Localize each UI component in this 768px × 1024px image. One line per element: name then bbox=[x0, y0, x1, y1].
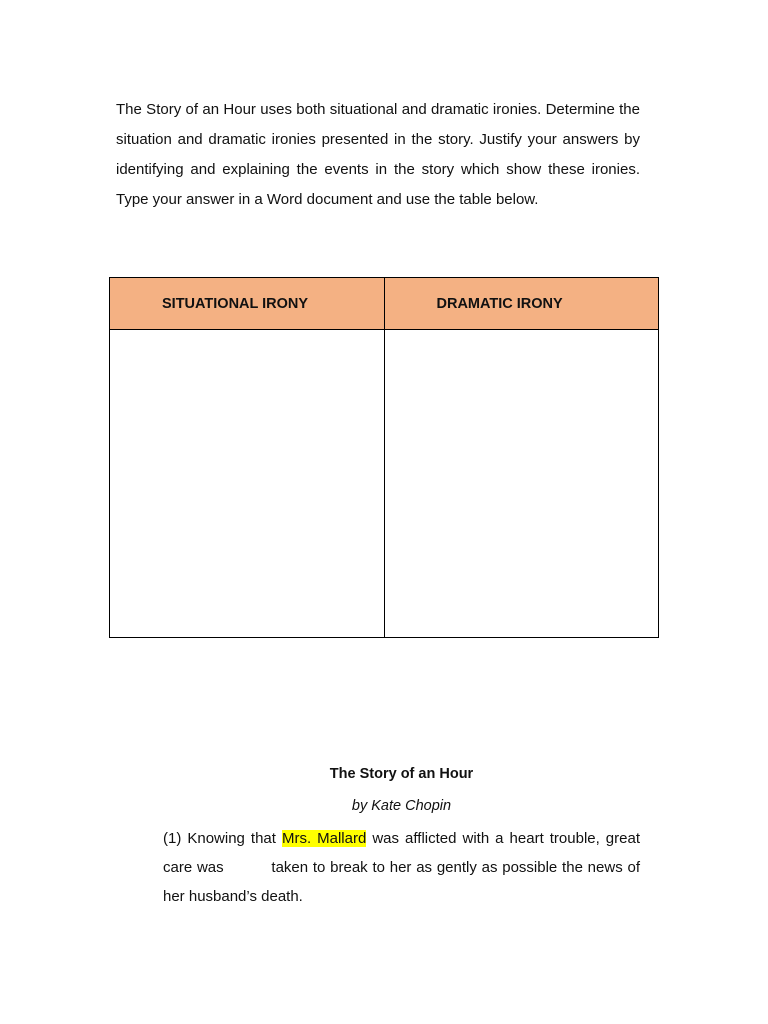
paragraph-text-start: (1) Knowing that bbox=[163, 830, 282, 847]
story-author: by Kate Chopin bbox=[351, 798, 452, 814]
dramatic-irony-cell[interactable] bbox=[384, 330, 659, 638]
table-header-row bbox=[110, 278, 659, 330]
highlighted-name: Mrs. Mallard bbox=[281, 830, 367, 847]
irony-table bbox=[109, 277, 659, 638]
story-paragraph bbox=[163, 824, 640, 911]
paragraph-text-end: was afflicted with a heart trouble, great care was taken to break to her as gently as possible the news of her husband’s death. bbox=[163, 830, 640, 905]
table-row bbox=[110, 330, 659, 638]
situational-irony-cell[interactable] bbox=[110, 330, 385, 638]
dramatic-irony-header: DRAMATIC IRONY bbox=[384, 278, 659, 330]
instructions-text: The Story of an Hour uses both situational and dramatic ironies. Determine the situation and dramatic ironies presented in the story. Justify your answers by identifying and explaining the events in the story which show these ironies. Type your answer in a Word document and use the table below. bbox=[116, 101, 640, 208]
situational-irony-header: SITUATIONAL IRONY bbox=[110, 278, 385, 330]
story-title: The Story of an Hour bbox=[329, 766, 474, 782]
